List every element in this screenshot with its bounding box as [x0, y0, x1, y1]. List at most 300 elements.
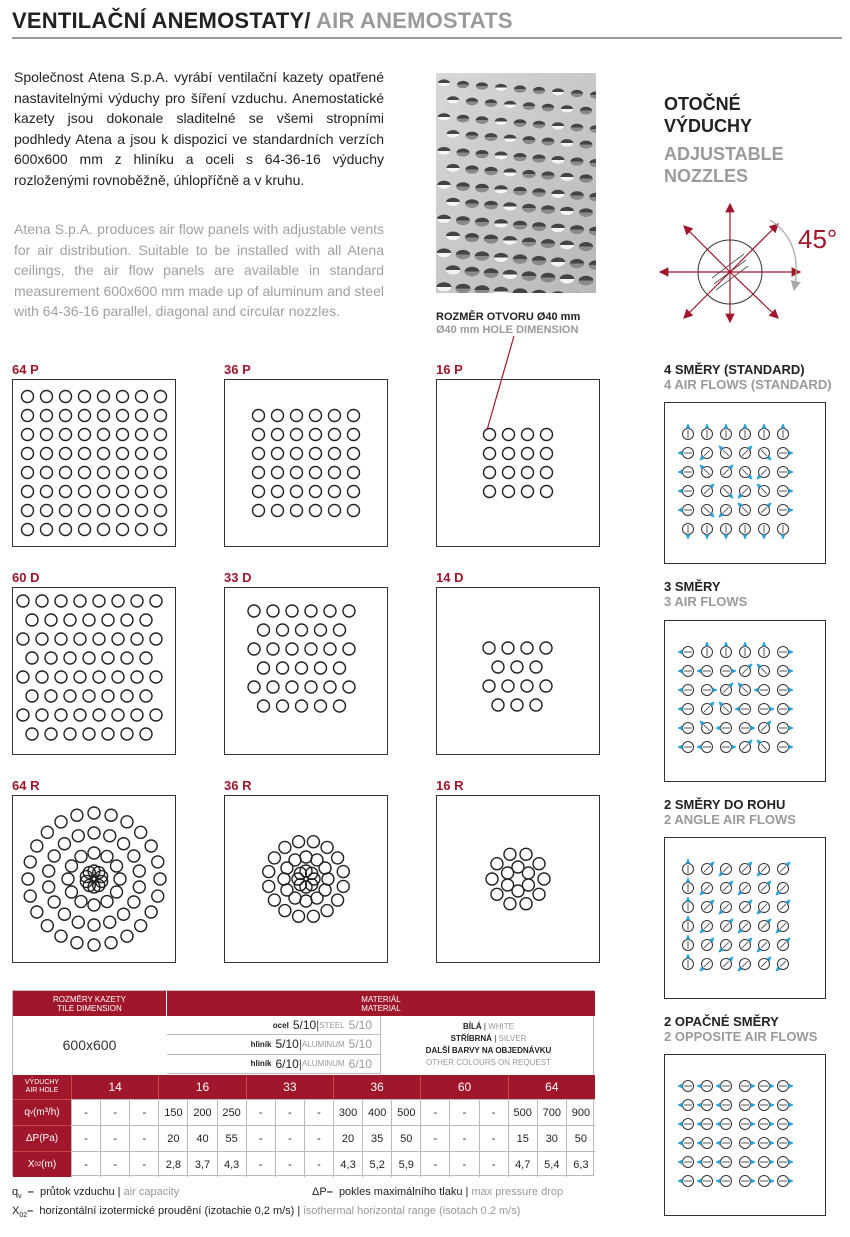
table-cell: -: [479, 1099, 508, 1125]
air-hole: [83, 614, 95, 626]
air-hole: [41, 410, 53, 422]
table-cell: -: [304, 1151, 333, 1177]
air-hole: [520, 848, 532, 860]
air-hole: [64, 614, 76, 626]
panel-parallel: [12, 379, 176, 547]
table-cell: -: [479, 1151, 508, 1177]
air-hole: [101, 850, 113, 862]
air-hole: [98, 524, 110, 536]
air-hole: [541, 467, 553, 479]
air-hole: [319, 862, 331, 874]
air-hole: [121, 652, 133, 664]
air-hole: [324, 643, 336, 655]
air-hole: [332, 894, 344, 906]
hole-count-header: 14: [71, 1075, 158, 1099]
air-hole: [150, 633, 162, 645]
table-cell: -: [449, 1125, 478, 1151]
table-cell: 2,8: [158, 1151, 187, 1177]
air-hole: [315, 662, 327, 674]
air-hole: [112, 633, 124, 645]
air-hole: [131, 709, 143, 721]
hole-count-header: 64: [508, 1075, 595, 1099]
table-cell: -: [129, 1151, 158, 1177]
air-hole: [155, 486, 167, 498]
table-cell: -: [100, 1125, 129, 1151]
air-hole: [136, 486, 148, 498]
air-hole: [329, 410, 341, 422]
air-hole: [128, 850, 140, 862]
air-hole: [521, 642, 533, 654]
air-hole: [111, 886, 123, 898]
air-hole: [267, 681, 279, 693]
table-cell: -: [420, 1099, 449, 1125]
table-cell: -: [246, 1151, 275, 1177]
hole-dimension-en: Ø40 mm HOLE DIMENSION: [436, 324, 579, 336]
air-hole: [98, 391, 110, 403]
air-hole: [117, 486, 129, 498]
air-hole: [324, 605, 336, 617]
air-hole: [117, 410, 129, 422]
air-hole: [83, 652, 95, 664]
air-hole: [55, 671, 67, 683]
air-hole: [71, 809, 83, 821]
page-title: VENTILAČNÍ ANEMOSTATY/ AIR ANEMOSTATS: [12, 8, 513, 33]
air-hole: [145, 840, 157, 852]
air-hole: [121, 930, 133, 942]
table-cell: 500: [508, 1099, 537, 1125]
air-hole: [41, 429, 53, 441]
air-hole: [93, 633, 105, 645]
air-hole: [150, 671, 162, 683]
air-hole: [334, 700, 346, 712]
panel-label: 64 P: [12, 362, 39, 377]
air-hole: [60, 410, 72, 422]
air-hole: [291, 429, 303, 441]
air-hole: [155, 467, 167, 479]
air-hole: [492, 699, 504, 711]
air-hole: [291, 486, 303, 498]
tile-size: 600x600: [62, 1037, 117, 1053]
air-hole: [22, 410, 34, 422]
table-cell: 30: [537, 1125, 566, 1151]
air-hole: [329, 467, 341, 479]
air-hole: [93, 595, 105, 607]
air-hole: [293, 836, 305, 848]
air-hole: [102, 614, 114, 626]
air-hole: [253, 448, 265, 460]
panel-label: 14 D: [436, 570, 464, 585]
air-hole: [272, 448, 284, 460]
table-cell: 4,3: [217, 1151, 246, 1177]
air-hole: [334, 662, 346, 674]
hole-count-header: 36: [333, 1075, 420, 1099]
air-hole: [22, 486, 34, 498]
air-hole: [135, 826, 147, 838]
air-hole: [315, 700, 327, 712]
air-hole: [291, 448, 303, 460]
air-hole: [291, 505, 303, 517]
air-hole: [521, 680, 533, 692]
air-hole: [60, 486, 72, 498]
air-hole: [486, 873, 498, 885]
table-cell: 20: [158, 1125, 187, 1151]
air-hole: [329, 505, 341, 517]
air-hole: [41, 391, 53, 403]
air-hole: [522, 467, 534, 479]
air-hole: [79, 391, 91, 403]
air-hole: [268, 852, 280, 864]
air-hole: [155, 391, 167, 403]
air-hole: [502, 642, 514, 654]
air-hole: [24, 890, 36, 902]
panel-radial: [224, 795, 388, 963]
hole-count-header: 33: [246, 1075, 333, 1099]
air-hole: [504, 898, 516, 910]
legend-qv: $q_v$ – průtok vzduchu | air capacity: [12, 1186, 180, 1201]
air-hole: [128, 896, 140, 908]
air-hole: [117, 448, 129, 460]
air-hole: [55, 595, 67, 607]
air-hole: [58, 908, 70, 920]
air-hole: [117, 429, 129, 441]
air-hole: [253, 467, 265, 479]
air-hole: [22, 448, 34, 460]
air-hole: [291, 467, 303, 479]
air-hole: [79, 524, 91, 536]
panel-radial: [436, 795, 600, 963]
air-hole: [55, 816, 67, 828]
table-cell: 150: [158, 1099, 187, 1125]
air-hole: [253, 429, 265, 441]
air-hole: [533, 888, 545, 900]
spec-table: [12, 990, 594, 1176]
air-hole: [31, 906, 43, 918]
air-hole: [522, 486, 534, 498]
air-hole: [136, 467, 148, 479]
table-cell: -: [449, 1151, 478, 1177]
table-cell: -: [275, 1151, 304, 1177]
air-hole: [131, 633, 143, 645]
air-hole: [64, 728, 76, 740]
air-hole: [136, 448, 148, 460]
air-hole: [278, 873, 290, 885]
air-hole: [324, 681, 336, 693]
air-hole: [22, 873, 34, 885]
air-hole: [74, 633, 86, 645]
panel-label: 36 R: [224, 778, 252, 793]
air-hole: [26, 728, 38, 740]
air-hole: [484, 486, 496, 498]
air-hole: [300, 851, 312, 863]
table-cell: -: [275, 1099, 304, 1125]
panel-label: 36 P: [224, 362, 251, 377]
air-hole: [98, 410, 110, 422]
table-cell: 5,9: [391, 1151, 420, 1177]
air-hole: [36, 633, 48, 645]
air-hole: [136, 429, 148, 441]
table-cell: 500: [391, 1099, 420, 1125]
table-cell: -: [420, 1151, 449, 1177]
air-hole: [268, 894, 280, 906]
air-hole: [140, 652, 152, 664]
air-hole: [300, 895, 312, 907]
table-cell: -: [71, 1151, 100, 1177]
panel-label: 33 D: [224, 570, 252, 585]
flow-heading: 2 OPAČNÉ SMĚRY 2 OPPOSITE AIR FLOWS: [664, 1014, 818, 1044]
air-hole: [263, 866, 275, 878]
air-hole: [286, 643, 298, 655]
panel-diagonal: [12, 587, 176, 755]
angle-label: 45°: [798, 224, 838, 254]
table-cell: 900: [566, 1099, 595, 1125]
air-hole: [263, 880, 275, 892]
air-hole: [136, 391, 148, 403]
air-hole: [117, 391, 129, 403]
air-hole: [329, 486, 341, 498]
air-hole: [24, 856, 36, 868]
air-hole: [530, 699, 542, 711]
table-cell: -: [420, 1125, 449, 1151]
air-hole: [279, 905, 291, 917]
air-hole: [253, 505, 265, 517]
air-hole: [121, 816, 133, 828]
air-hole: [541, 486, 553, 498]
air-hole: [253, 410, 265, 422]
air-hole: [79, 505, 91, 517]
material-row: hliník 6/10 | ALUMINUM 6/10: [167, 1055, 381, 1074]
intro-en: Atena S.p.A. produces air flow panels with adjustable vents for air distribution. Suitable to be installed with all Atena ceilings, the air flow panels are available in standard measurement 600x600 mm made up of aluminum and steel with 64-36-16 parallel, diagonal and circular nozzles.: [14, 221, 384, 319]
air-hole: [117, 524, 129, 536]
colour-options: BÍLÁ | WHITE STŘÍBRNÁ | SILVER DALŠÍ BARVY NA OBJEDNÁVKU OTHER COLOURS ON REQUEST: [425, 1022, 552, 1067]
air-hole: [79, 429, 91, 441]
air-hole: [140, 690, 152, 702]
panel-label: 60 D: [12, 570, 40, 585]
air-hole: [277, 700, 289, 712]
table-cell: -: [100, 1151, 129, 1177]
air-hole: [267, 605, 279, 617]
caption-pointer-line: [480, 334, 520, 434]
air-hole: [41, 920, 53, 932]
air-hole: [503, 467, 515, 479]
air-hole: [88, 827, 100, 839]
table-cell: -: [304, 1125, 333, 1151]
air-hole: [337, 880, 349, 892]
air-hole: [522, 448, 534, 460]
air-hole: [291, 410, 303, 422]
air-hole: [150, 709, 162, 721]
air-hole: [131, 595, 143, 607]
air-hole: [152, 856, 164, 868]
air-hole: [60, 467, 72, 479]
flow-heading: 2 SMĚRY DO ROHU 2 ANGLE AIR FLOWS: [664, 797, 796, 827]
air-hole: [343, 643, 355, 655]
air-hole: [267, 643, 279, 655]
air-hole: [88, 807, 100, 819]
air-hole: [98, 505, 110, 517]
air-hole: [60, 524, 72, 536]
air-hole: [118, 838, 130, 850]
air-hole: [112, 671, 124, 683]
panel-diagonal: [224, 587, 388, 755]
air-hole: [41, 486, 53, 498]
air-hole: [310, 429, 322, 441]
table-cell: 5,4: [537, 1151, 566, 1177]
panel-label: 16 P: [436, 362, 463, 377]
air-hole: [348, 467, 360, 479]
air-hole: [88, 847, 100, 859]
air-hole: [522, 429, 534, 441]
air-hole: [121, 614, 133, 626]
panel-diagonal: [436, 587, 600, 755]
air-hole: [348, 505, 360, 517]
air-hole: [484, 448, 496, 460]
hole-count-header: 60: [420, 1075, 507, 1099]
table-cell: 55: [217, 1125, 246, 1151]
air-hole: [41, 826, 53, 838]
nozzle-rotation-diagram: [654, 198, 844, 328]
air-hole: [121, 728, 133, 740]
air-hole: [310, 486, 322, 498]
air-hole: [133, 865, 145, 877]
hole-count-header: 16: [158, 1075, 245, 1099]
flow-diagram: [664, 1054, 826, 1216]
air-hole: [55, 930, 67, 942]
air-hole: [311, 892, 323, 904]
air-hole: [332, 852, 344, 864]
air-hole: [310, 505, 322, 517]
air-hole: [114, 873, 126, 885]
air-hole: [79, 486, 91, 498]
air-hole: [272, 429, 284, 441]
air-hole: [26, 652, 38, 664]
air-hole: [117, 467, 129, 479]
air-hole: [310, 410, 322, 422]
air-hole: [538, 873, 550, 885]
air-hole-header: VÝDUCHY AIR HOLE: [13, 1075, 71, 1099]
hole-dimension-cz: ROZMĚR OTVORU Ø40 mm: [436, 311, 581, 323]
table-cell: 3,7: [187, 1151, 216, 1177]
air-hole: [272, 505, 284, 517]
air-hole: [17, 633, 29, 645]
air-hole: [135, 920, 147, 932]
air-hole: [140, 728, 152, 740]
panel-parallel: [224, 379, 388, 547]
air-hole: [150, 595, 162, 607]
air-hole: [65, 886, 77, 898]
air-hole: [520, 898, 532, 910]
air-hole: [540, 680, 552, 692]
air-hole: [334, 624, 346, 636]
air-hole: [155, 448, 167, 460]
air-hole: [17, 595, 29, 607]
air-hole: [64, 652, 76, 664]
material-row: hliník 5/10 | ALUMINUM 5/10: [167, 1035, 381, 1054]
air-hole: [41, 467, 53, 479]
air-hole: [248, 681, 260, 693]
air-hole: [118, 908, 130, 920]
air-hole: [79, 448, 91, 460]
air-hole: [503, 486, 515, 498]
air-hole: [272, 486, 284, 498]
air-hole: [72, 916, 84, 928]
air-hole: [93, 709, 105, 721]
air-hole: [17, 709, 29, 721]
air-hole: [305, 605, 317, 617]
air-hole: [98, 467, 110, 479]
air-hole: [155, 505, 167, 517]
air-hole: [277, 662, 289, 674]
row-label: ΔP (Pa): [13, 1125, 71, 1151]
title-en: AIR ANEMOSTATS: [316, 8, 513, 33]
air-hole: [279, 841, 291, 853]
air-hole: [286, 681, 298, 693]
air-hole: [79, 410, 91, 422]
flow-heading: 3 SMĚRY 3 AIR FLOWS: [664, 579, 748, 609]
air-hole: [48, 896, 60, 908]
air-hole: [112, 709, 124, 721]
air-hole: [45, 614, 57, 626]
air-hole: [530, 661, 542, 673]
air-hole: [315, 624, 327, 636]
air-hole: [491, 888, 503, 900]
air-hole: [36, 671, 48, 683]
air-hole: [43, 865, 55, 877]
air-hole: [98, 486, 110, 498]
air-hole: [281, 884, 293, 896]
legend-x02: $X_{02}-$ horizontální izotermické proudění (izotachie 0,2 m/s) | isothermal horizontal range (isotach 0.2 m/s): [12, 1205, 521, 1220]
air-hole: [145, 906, 157, 918]
panel-radial: [12, 795, 176, 963]
air-hole: [329, 448, 341, 460]
air-hole: [492, 661, 504, 673]
flow-diagram: [664, 620, 826, 782]
table-cell: 4,3: [333, 1151, 362, 1177]
air-hole: [98, 448, 110, 460]
flow-diagram: [664, 402, 826, 564]
air-hole: [272, 467, 284, 479]
air-hole: [43, 881, 55, 893]
air-hole: [258, 624, 270, 636]
air-hole: [136, 505, 148, 517]
air-hole: [343, 681, 355, 693]
air-hole: [71, 937, 83, 949]
air-hole: [75, 896, 87, 908]
air-hole: [60, 391, 72, 403]
air-hole: [22, 505, 34, 517]
air-hole: [104, 830, 116, 842]
air-hole: [307, 836, 319, 848]
table-cell: 400: [362, 1099, 391, 1125]
air-hole: [321, 841, 333, 853]
air-hole: [17, 671, 29, 683]
table-cell: 20: [333, 1125, 362, 1151]
air-hole: [511, 661, 523, 673]
air-hole: [45, 728, 57, 740]
air-hole: [45, 652, 57, 664]
air-hole: [58, 838, 70, 850]
air-hole: [98, 429, 110, 441]
material-row: ocel 5/10 | STEEL 5/10: [167, 1016, 381, 1035]
air-hole: [483, 680, 495, 692]
air-hole: [136, 410, 148, 422]
air-hole: [36, 709, 48, 721]
table-cell: -: [275, 1125, 304, 1151]
nozzle-photo: [436, 73, 596, 293]
table-cell: 15: [508, 1125, 537, 1151]
air-hole: [522, 867, 534, 879]
air-hole: [93, 671, 105, 683]
air-hole: [75, 850, 87, 862]
